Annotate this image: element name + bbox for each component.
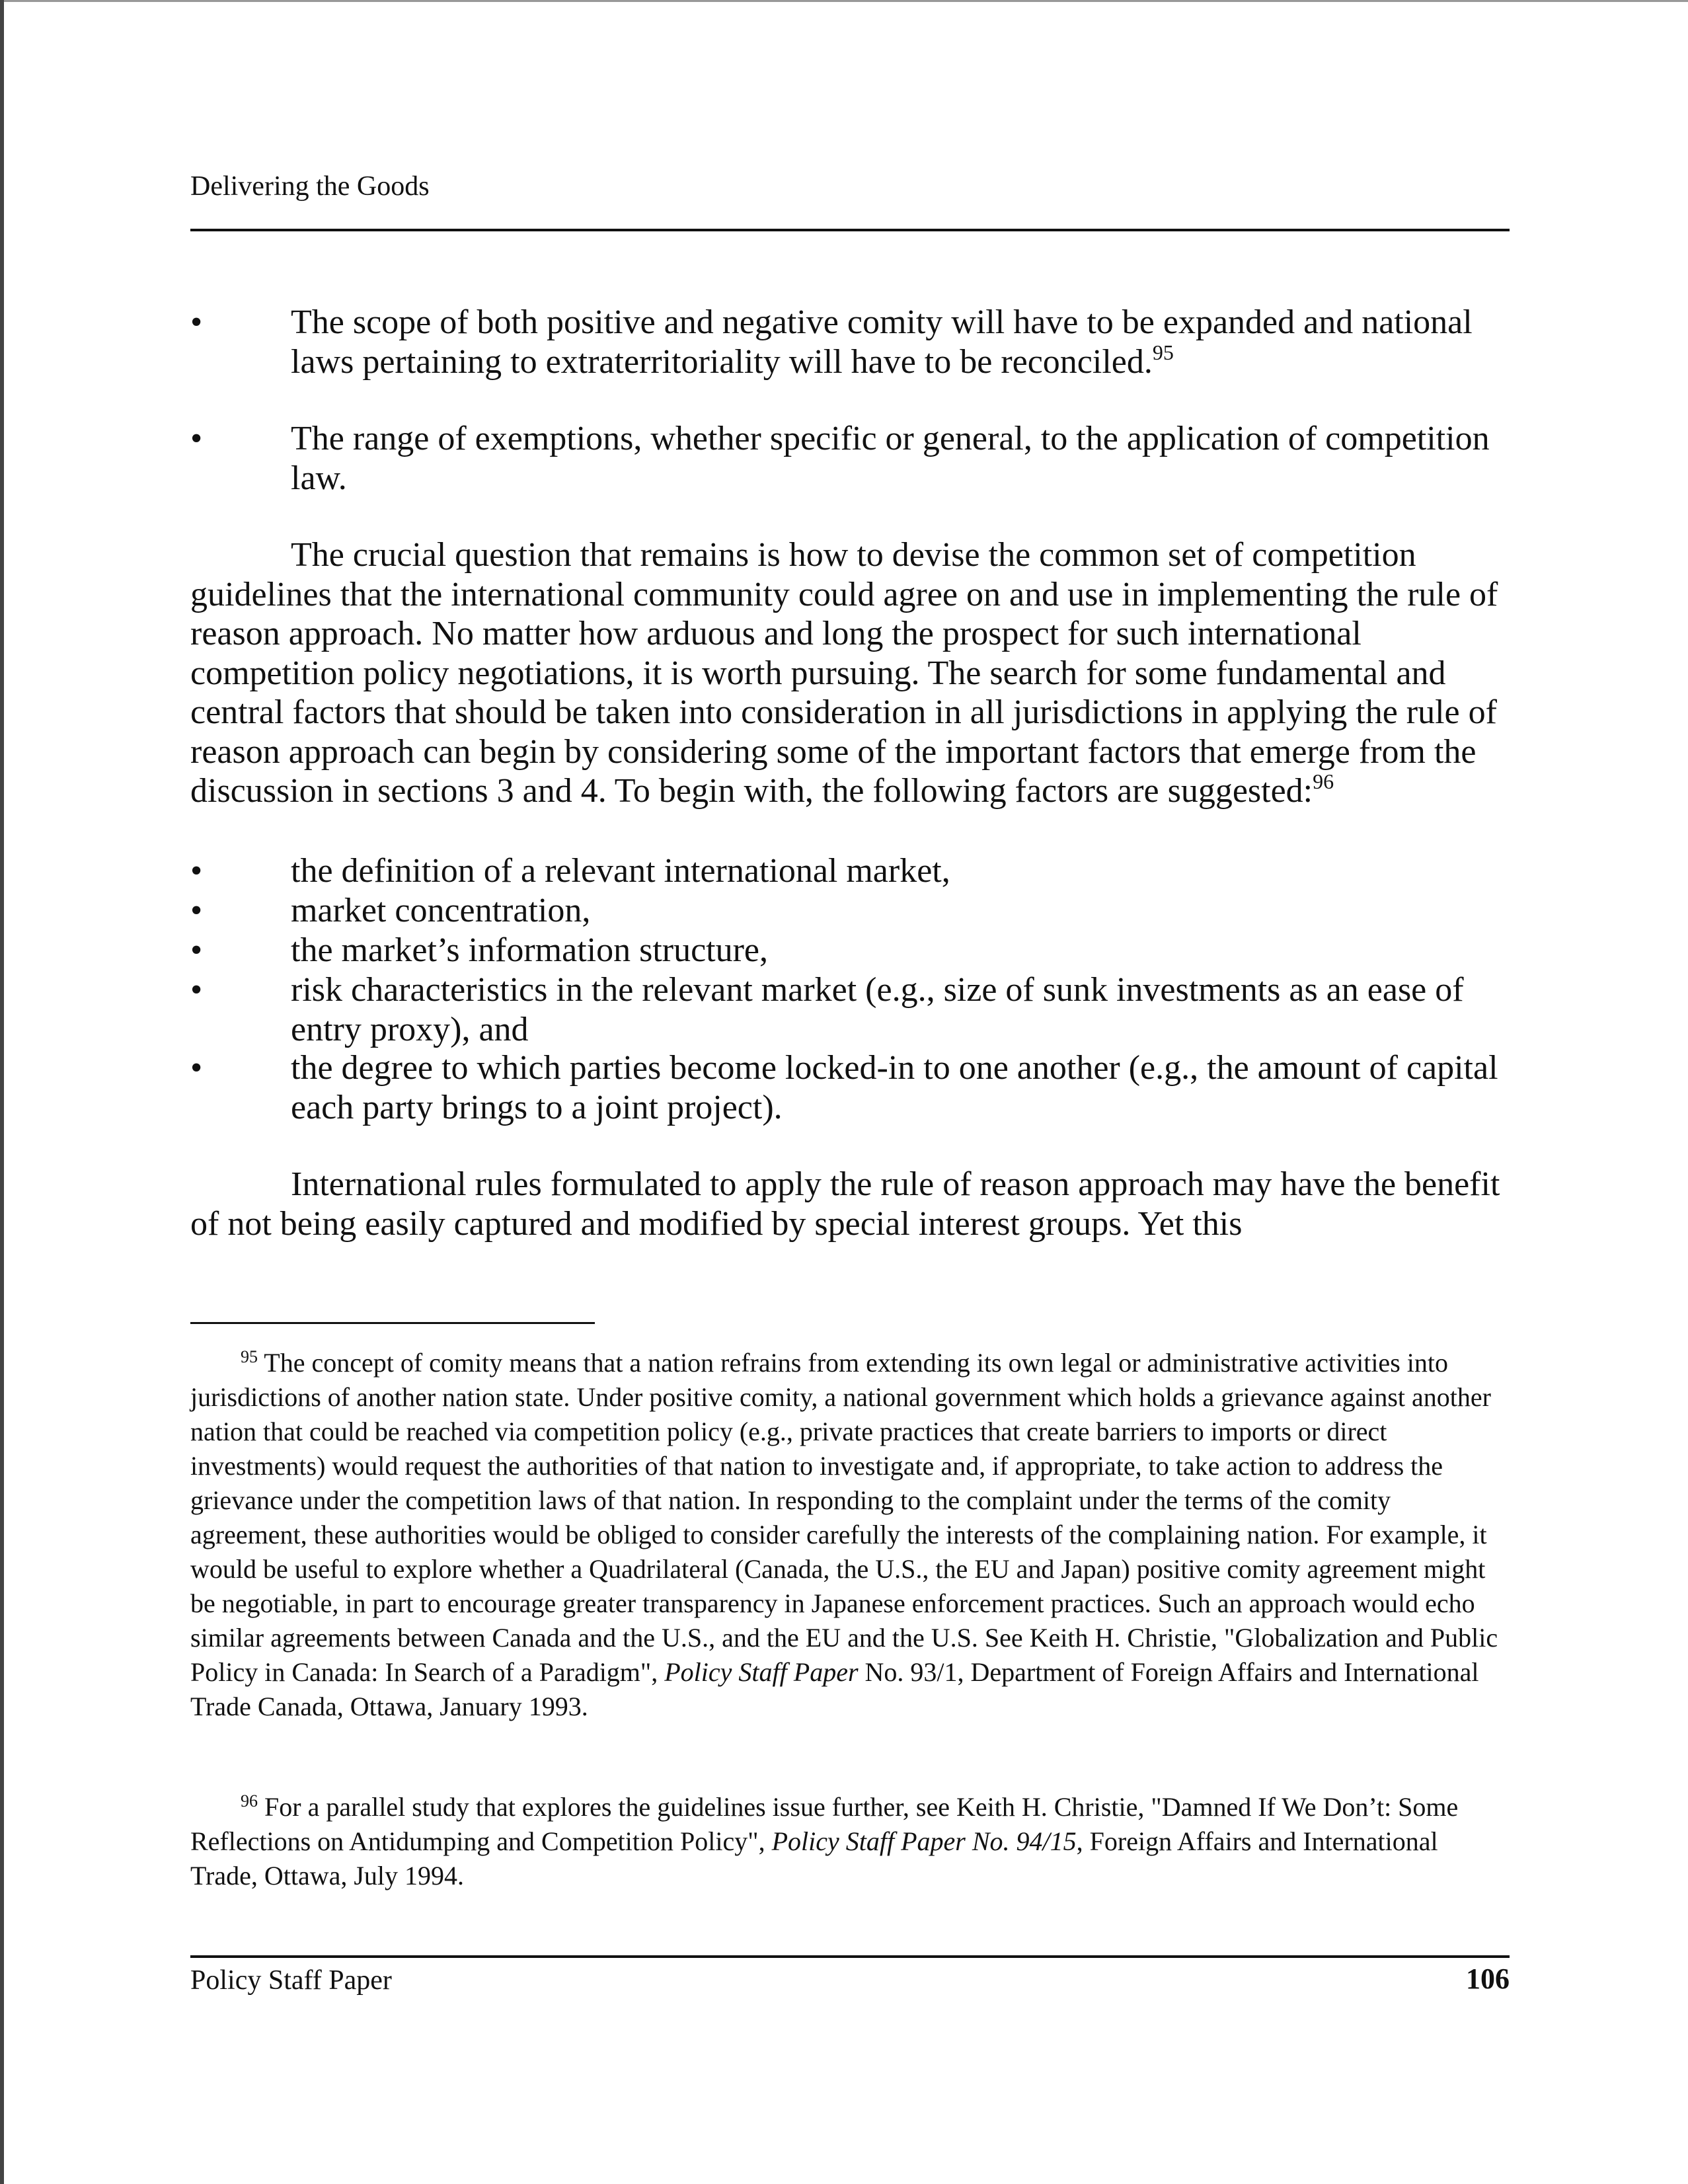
body-paragraph: International rules formulated to apply the rule of reason approach may have the benefit of not being easily captured and modified by special interest groups. Yet this [190, 1165, 1500, 1243]
footer-series-title: Policy Staff Paper [190, 1965, 392, 1996]
body-paragraph [190, 535, 1506, 811]
bullet-marker: • [190, 303, 203, 341]
footnote-text: For a parallel study that explores the guidelines issue further, see Keith H. Christie, "Damned If We Don’t: Some Reflections on Antidumping and Competition Policy", [190, 1792, 1459, 1856]
scan-edge-top [0, 0, 1688, 2]
factor-text: risk characteristics in the relevant market (e.g., size of sunk investments as an ease of entry proxy), and [291, 971, 1464, 1048]
footnote-separator [190, 1322, 595, 1324]
footnote-ref: 95 [1152, 340, 1174, 364]
bullet-text [291, 303, 1520, 382]
bullet-marker: • [190, 971, 203, 1009]
bullet-marker: • [190, 852, 203, 890]
footnote-96 [190, 1790, 1506, 1893]
bullet-marker: • [190, 1049, 203, 1087]
footnote-95 [190, 1346, 1506, 1724]
footnote-number: 96 [241, 1791, 258, 1811]
running-title: Delivering the Goods [190, 171, 430, 202]
footnote-text: No. 93/1, Department of Foreign Affairs and International Trade Canada, Ottawa, January 1993. [190, 1657, 1479, 1721]
footnote-text: , Foreign Affairs and International Trade, Ottawa, July 1994. [190, 1826, 1438, 1891]
scan-edge-left [0, 0, 4, 2184]
factor-text: market concentration, [291, 892, 591, 929]
factor-text: the degree to which parties become locked-in to one another (e.g., the amount of capital each party brings to a joint project). [291, 1049, 1498, 1126]
page-number: 106 [1466, 1963, 1510, 1995]
bullet-marker: • [190, 420, 203, 457]
footnote-italic: Policy Staff Paper [664, 1657, 859, 1687]
bullet-marker: • [190, 931, 203, 969]
footnote-ref: 96 [1313, 769, 1334, 793]
bullet-marker: • [190, 892, 203, 929]
paragraph-text: The crucial question that remains is how to devise the common set of competition guidelines that the international community could agree on and use in implementing the rule of reason approach. No matter how arduous and long the prospect for such international competition policy negotiations, it is worth pursuing. The search for some fundamental and central factors that should be taken into consideration in all jurisdictions in applying the rule of reason approach can begin by considering some of the important factors that emerge from the discussion in sections 3 and 4. To begin with, the following factors are suggested: [190, 536, 1498, 810]
footer-rule [190, 1955, 1510, 1958]
footnote-text: The concept of comity means that a nation refrains from extending its own legal or administrative activities into jurisdictions of another nation state. Under positive comity, a national government which holds a grievance against another nation that could be reached via competition policy (e.g., private practices that create barriers to imports or direct investments) would request the authorities of that nation to investigate and, if appropriate, to take action to address the grievance under the competition laws of that nation. In responding to the complaint under the terms of the comity agreement, these authorities would be obliged to consider carefully the interests of the complaining nation. For example, it would be useful to explore whether a Quadrilateral (Canada, the U.S., the EU and Japan) positive comity agreement might be negotiable, in part to encourage greater transparency in Japanese enforcement practices. Such an approach would echo similar agreements between Canada and the U.S., and the EU and the U.S. See Keith H. Christie, "Globalization and Public Policy in Canada: In Search of a Paradigm", [190, 1348, 1498, 1687]
footnote-italic: Policy Staff Paper No. 94/15 [771, 1826, 1077, 1856]
factor-text: the definition of a relevant international market, [291, 852, 950, 890]
factor-text: the market’s information structure, [291, 931, 769, 969]
header-rule [190, 229, 1510, 231]
bullet-body: The scope of both positive and negative comity will have to be expanded and national laws pertaining to extraterritoriality will have to be reconciled. [291, 303, 1473, 381]
bullet-text: The range of exemptions, whether specific or general, to the application of competition law. [291, 420, 1490, 497]
footnote-number: 95 [241, 1347, 258, 1366]
